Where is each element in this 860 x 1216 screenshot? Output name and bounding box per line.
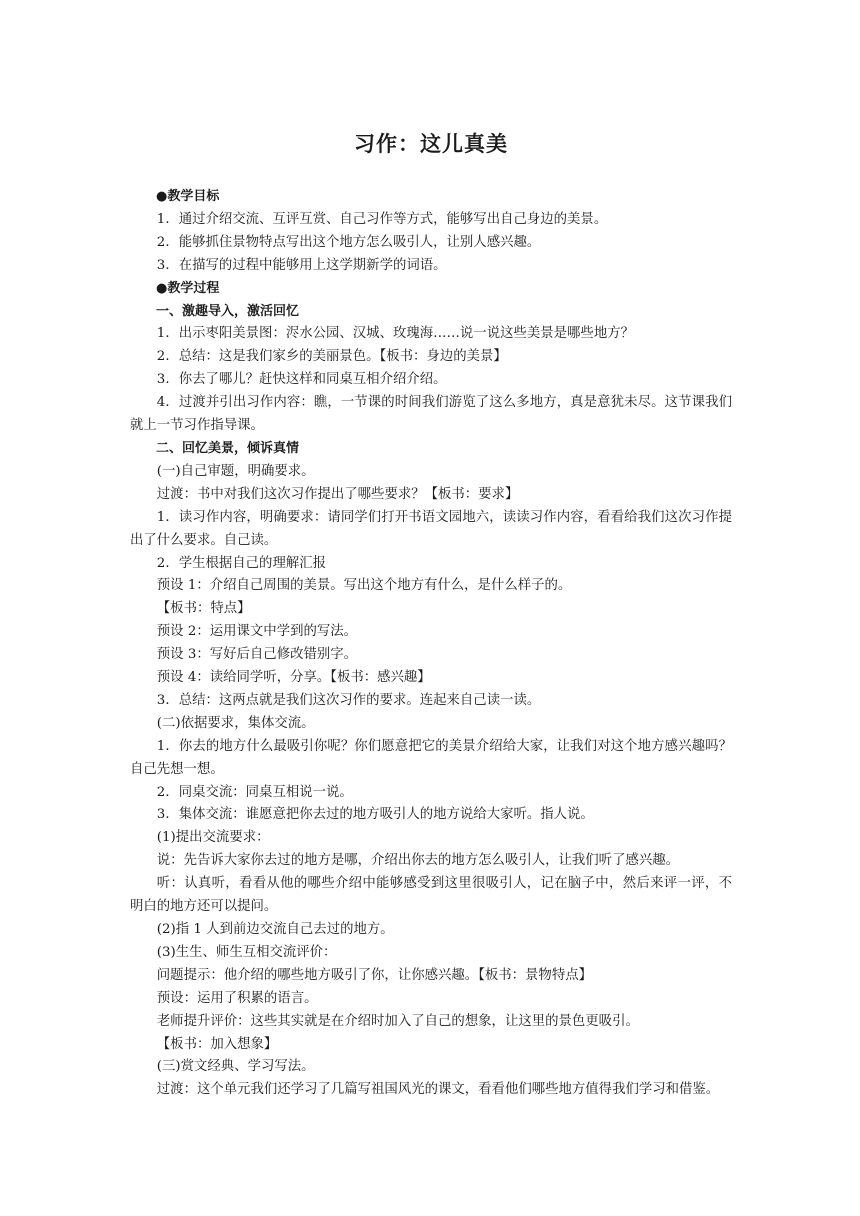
paragraph: 2．能够抓住景物特点写出这个地方怎么吸引人，让别人感兴趣。 — [156, 234, 541, 250]
document-body — [130, 186, 732, 1102]
paragraph: (1)提出交流要求： — [156, 830, 270, 846]
paragraph: 1．通过介绍交流、互评互赏、自己习作等方式，能够写出自己身边的美景。 — [156, 211, 608, 227]
paragraph: 预设 1：介绍自己周围的美景。写出这个地方有什么，是什么样子的。 — [156, 578, 572, 594]
paragraph: 听：认真听，看看从他的哪些介绍中能够感受到这里很吸引人，记在脑子中，然后来评一评，不明白的地方还可以提问。 — [130, 876, 732, 915]
paragraph: 4．过渡并引出习作内容：瞧，一节课的时间我们游览了这么多地方，真是意犹未尽。这节课我们就上一节习作指导课。 — [130, 395, 732, 434]
paragraph: 预设 4：读给同学听，分享。【板书：感兴趣】 — [156, 670, 431, 686]
paragraph: 过渡：书中对我们这次习作提出了哪些要求？【板书：要求】 — [156, 486, 519, 502]
paragraph: 问题提示：他介绍的哪些地方吸引了你，让你感兴趣。【板书：景物特点】 — [156, 967, 592, 983]
section-heading: ●教学目标 — [156, 189, 220, 204]
paragraph: 过渡：这个单元我们还学习了几篇写祖国风光的课文，看看他们哪些地方值得我们学习和借鉴。 — [156, 1082, 720, 1098]
paragraph: 2．总结：这是我们家乡的美丽景色。【板书：身边的美景】 — [156, 349, 507, 365]
paragraph: 3．集体交流：谁愿意把你去过的地方吸引人的地方说给大家听。指人说。 — [156, 807, 594, 823]
document-title: 习作：这儿真美 — [354, 132, 508, 156]
paragraph: 【板书：加入想象】 — [156, 1036, 278, 1052]
paragraph: 3．在描写的过程中能够用上这学期新学的词语。 — [156, 257, 447, 273]
paragraph: (二)依据要求，集体交流。 — [156, 715, 315, 731]
paragraph: 说：先告诉大家你去过的地方是哪，介绍出你去的地方怎么吸引人，让我们听了感兴趣。 — [156, 853, 680, 869]
section-heading: 二、回忆美景，倾诉真情 — [156, 440, 300, 456]
paragraph: 3．你去了哪儿？赶快这样和同桌互相介绍介绍。 — [156, 372, 447, 388]
section-heading: 一、激趣导入，激活回忆 — [156, 303, 300, 319]
paragraph: 3．总结：这两点就是我们这次习作的要求。连起来自己读一读。 — [156, 692, 541, 708]
paragraph: 1．出示枣阳美景图：浕水公园、汉城、玫瑰海……说一说这些美景是哪些地方？ — [156, 326, 634, 342]
paragraph: (三)赏文经典、学习写法。 — [156, 1059, 315, 1075]
paragraph: (一)自己审题，明确要求。 — [156, 463, 315, 479]
paragraph: 2．学生根据自己的理解汇报 — [156, 555, 327, 571]
paragraph: 老师提升评价：这些其实就是在介绍时加入了自己的想象，让这里的景色更吸引。 — [156, 1013, 639, 1029]
paragraph: 预设 2：运用课文中学到的写法。 — [156, 624, 358, 640]
paragraph: (3)生生、师生互相交流评价： — [156, 944, 337, 960]
paragraph: 1．读习作内容，明确要求：请同学们打开书语文园地六，读读习作内容，看看给我们这次习作提出了什么要求。自己读。 — [130, 509, 732, 548]
section-heading: ●教学过程 — [156, 280, 220, 296]
paragraph: (2)指 1 人到前边交流自己去过的地方。 — [156, 922, 394, 937]
paragraph: 1．你去的地方什么最吸引你呢？你们愿意把它的美景介绍给大家，让我们对这个地方感兴趣吗？自己先想一想。 — [130, 738, 732, 777]
paragraph: 预设 3：写好后自己修改错别字。 — [156, 647, 358, 663]
paragraph: 【板书：特点】 — [156, 601, 251, 617]
paragraph: 预设：运用了积累的语言。 — [156, 990, 318, 1006]
paragraph: 2．同桌交流：同桌互相说一说。 — [156, 784, 353, 800]
